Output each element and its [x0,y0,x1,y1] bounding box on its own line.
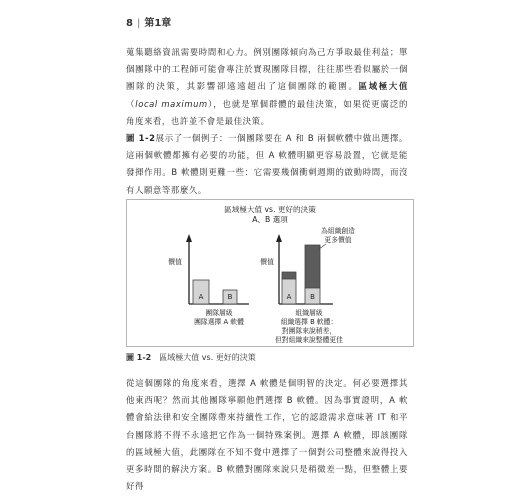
annotation-line1: 為組織創造 [321,227,355,235]
left-bar-b-label: B [227,293,233,301]
paragraph-2-text: 展示了一個例子：一個團隊要在 A 和 B 兩個軟體中做出選擇。這兩個軟體都擁有必要的功能，但 A 軟體明顯更容易設置，它就是能發揮作用。B 軟體則更難一些：它需要幾個衝刺週期的啟動時間，而沒有人願意等那麼久。 [126,133,408,195]
figure-caption-label: 圖 1-2 [126,353,152,362]
right-bar-a-label: A [286,293,292,301]
right-caption-line2: 組織選擇 B 軟體： [280,318,338,326]
right-bar-a-top [282,272,296,279]
header-separator: | [136,18,141,29]
figure-caption-text: 區域極大值 vs. 更好的決策 [159,353,256,362]
annotation-line2: 更多價值 [324,236,352,244]
right-caption-line1: 組織層級 [295,309,323,317]
paragraph-1-tail: ，也就是單個群體的最佳決策，如果從更廣泛的角度來看，也許並不會是最佳決策。 [126,98,408,126]
page-number: 8 [126,18,133,29]
figure-1-2 [126,199,414,347]
right-axis-label: 價值 [260,258,274,266]
chapter-title: 第1章 [144,18,172,29]
figure-title-line1: 區域極大值 vs. 更好的決策 [224,205,316,214]
right-bar-b-label: B [310,293,315,301]
page-header [126,14,171,29]
left-bar-a-label: A [198,293,204,301]
figure-reference: 圖 1-2 [126,133,156,143]
paragraph-1-text: 蒐集聽絡資訊需要時間和心力。例別團隊傾向為己方爭取最佳利益；單個團隊中的工程師可能會專注於實現團隊目標，往往那些看似屬於一個團隊的決策，其影響卻遠遠超出了這個團隊的範圍。 [126,47,408,92]
right-bar-b-top [305,245,320,288]
paragraph-1: 蒐集聽絡資訊需要時間和心力。例別團隊傾向為己方爭取最佳利益；單個團隊中的工程師可能會專注於實現團隊目標，往往那些看似屬於一個團隊的決策，其影響卻遠遠超出了這個團隊的範圍。區域極大值（local maximum），也就是單個群體的最佳決策，如果從更廣泛的角度來看，也許並不會是最佳決策。 [126,47,408,126]
left-y-axis-arrow [186,234,192,242]
term-local-maximum: 區域極大值 [358,81,408,92]
figure-svg [127,200,413,346]
paragraph-3-text: 從這個團隊的角度來看，選擇 A 軟體是個明智的決定。何必要選擇其他東西呢？然而其他團隊寧願他們選擇 B 軟體。因為事實證明，A 軟體會給法律和安全團隊帶來持續性工作，它的認證需求意味著 IT 和平台團隊將不得不永遠把它作為一個特殊案例。選擇 A 軟體，即該團隊的區域極大值，此團隊在不知不覺中選擇了一個對公司整體來說得投入更多時間的解決方案。B 軟體對團隊來說只是稍微差一點，但整體上要好得 [126,378,408,492]
right-caption-line3: 對團隊來說稍差， [281,327,337,335]
term-local-maximum-en: local maximum [135,98,208,109]
left-caption-line1: 團隊層級 [205,309,233,317]
left-caption-line2: 團隊選擇 A 軟體 [194,318,244,326]
paragraph-3 [126,375,408,495]
figure-title-line2: A、B 選項 [252,215,288,224]
left-axis-label: 價值 [168,258,182,266]
right-y-axis-arrow [276,234,282,242]
figure-caption [126,352,256,363]
right-caption-line4: 但對組織來說整體更佳 [275,336,343,344]
paragraph-2 [126,130,408,199]
